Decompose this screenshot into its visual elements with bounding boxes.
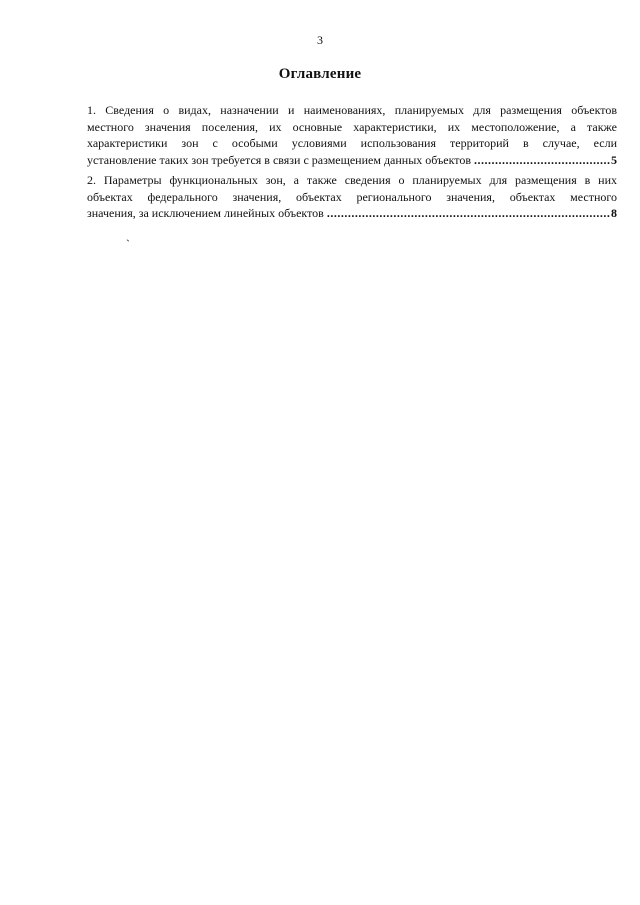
page-title: Оглавление [278, 66, 362, 82]
toc-leader-dots [474, 152, 610, 169]
toc-entry-1[interactable] [87, 102, 617, 168]
toc-entry-line: 1. Сведения о видах, назначении и наименованиях, планируемых для размещения объектов [87, 103, 617, 117]
table-of-contents [87, 102, 617, 226]
toc-entry-line: 2. Параметры функциональных зон, а также сведения о планируемых для размещения в них [87, 173, 617, 187]
toc-entry-text: значения, за исключением линейных объектов [87, 206, 324, 220]
toc-entry-line: объектах федерального значения, объектах регионального значения, объектах местного [87, 189, 617, 204]
toc-page-number[interactable]: 5 [611, 152, 617, 167]
toc-entry-line: местного значения поселения, их основные характеристики, их местоположение, а также [87, 119, 617, 134]
stray-mark: ` [126, 237, 130, 251]
toc-leader-dots [327, 205, 610, 222]
toc-entry-last-line [87, 205, 617, 222]
toc-entry-line: характеристики зон с особыми условиями использования территорий в случае, если [87, 136, 617, 150]
page-number: 3 [317, 33, 323, 47]
toc-entry-last-line [87, 152, 617, 169]
toc-entry-text: установление таких зон требуется в связи с размещением данных объектов [87, 152, 472, 167]
toc-page-number[interactable]: 8 [611, 206, 617, 220]
toc-entry-2[interactable] [87, 172, 617, 222]
